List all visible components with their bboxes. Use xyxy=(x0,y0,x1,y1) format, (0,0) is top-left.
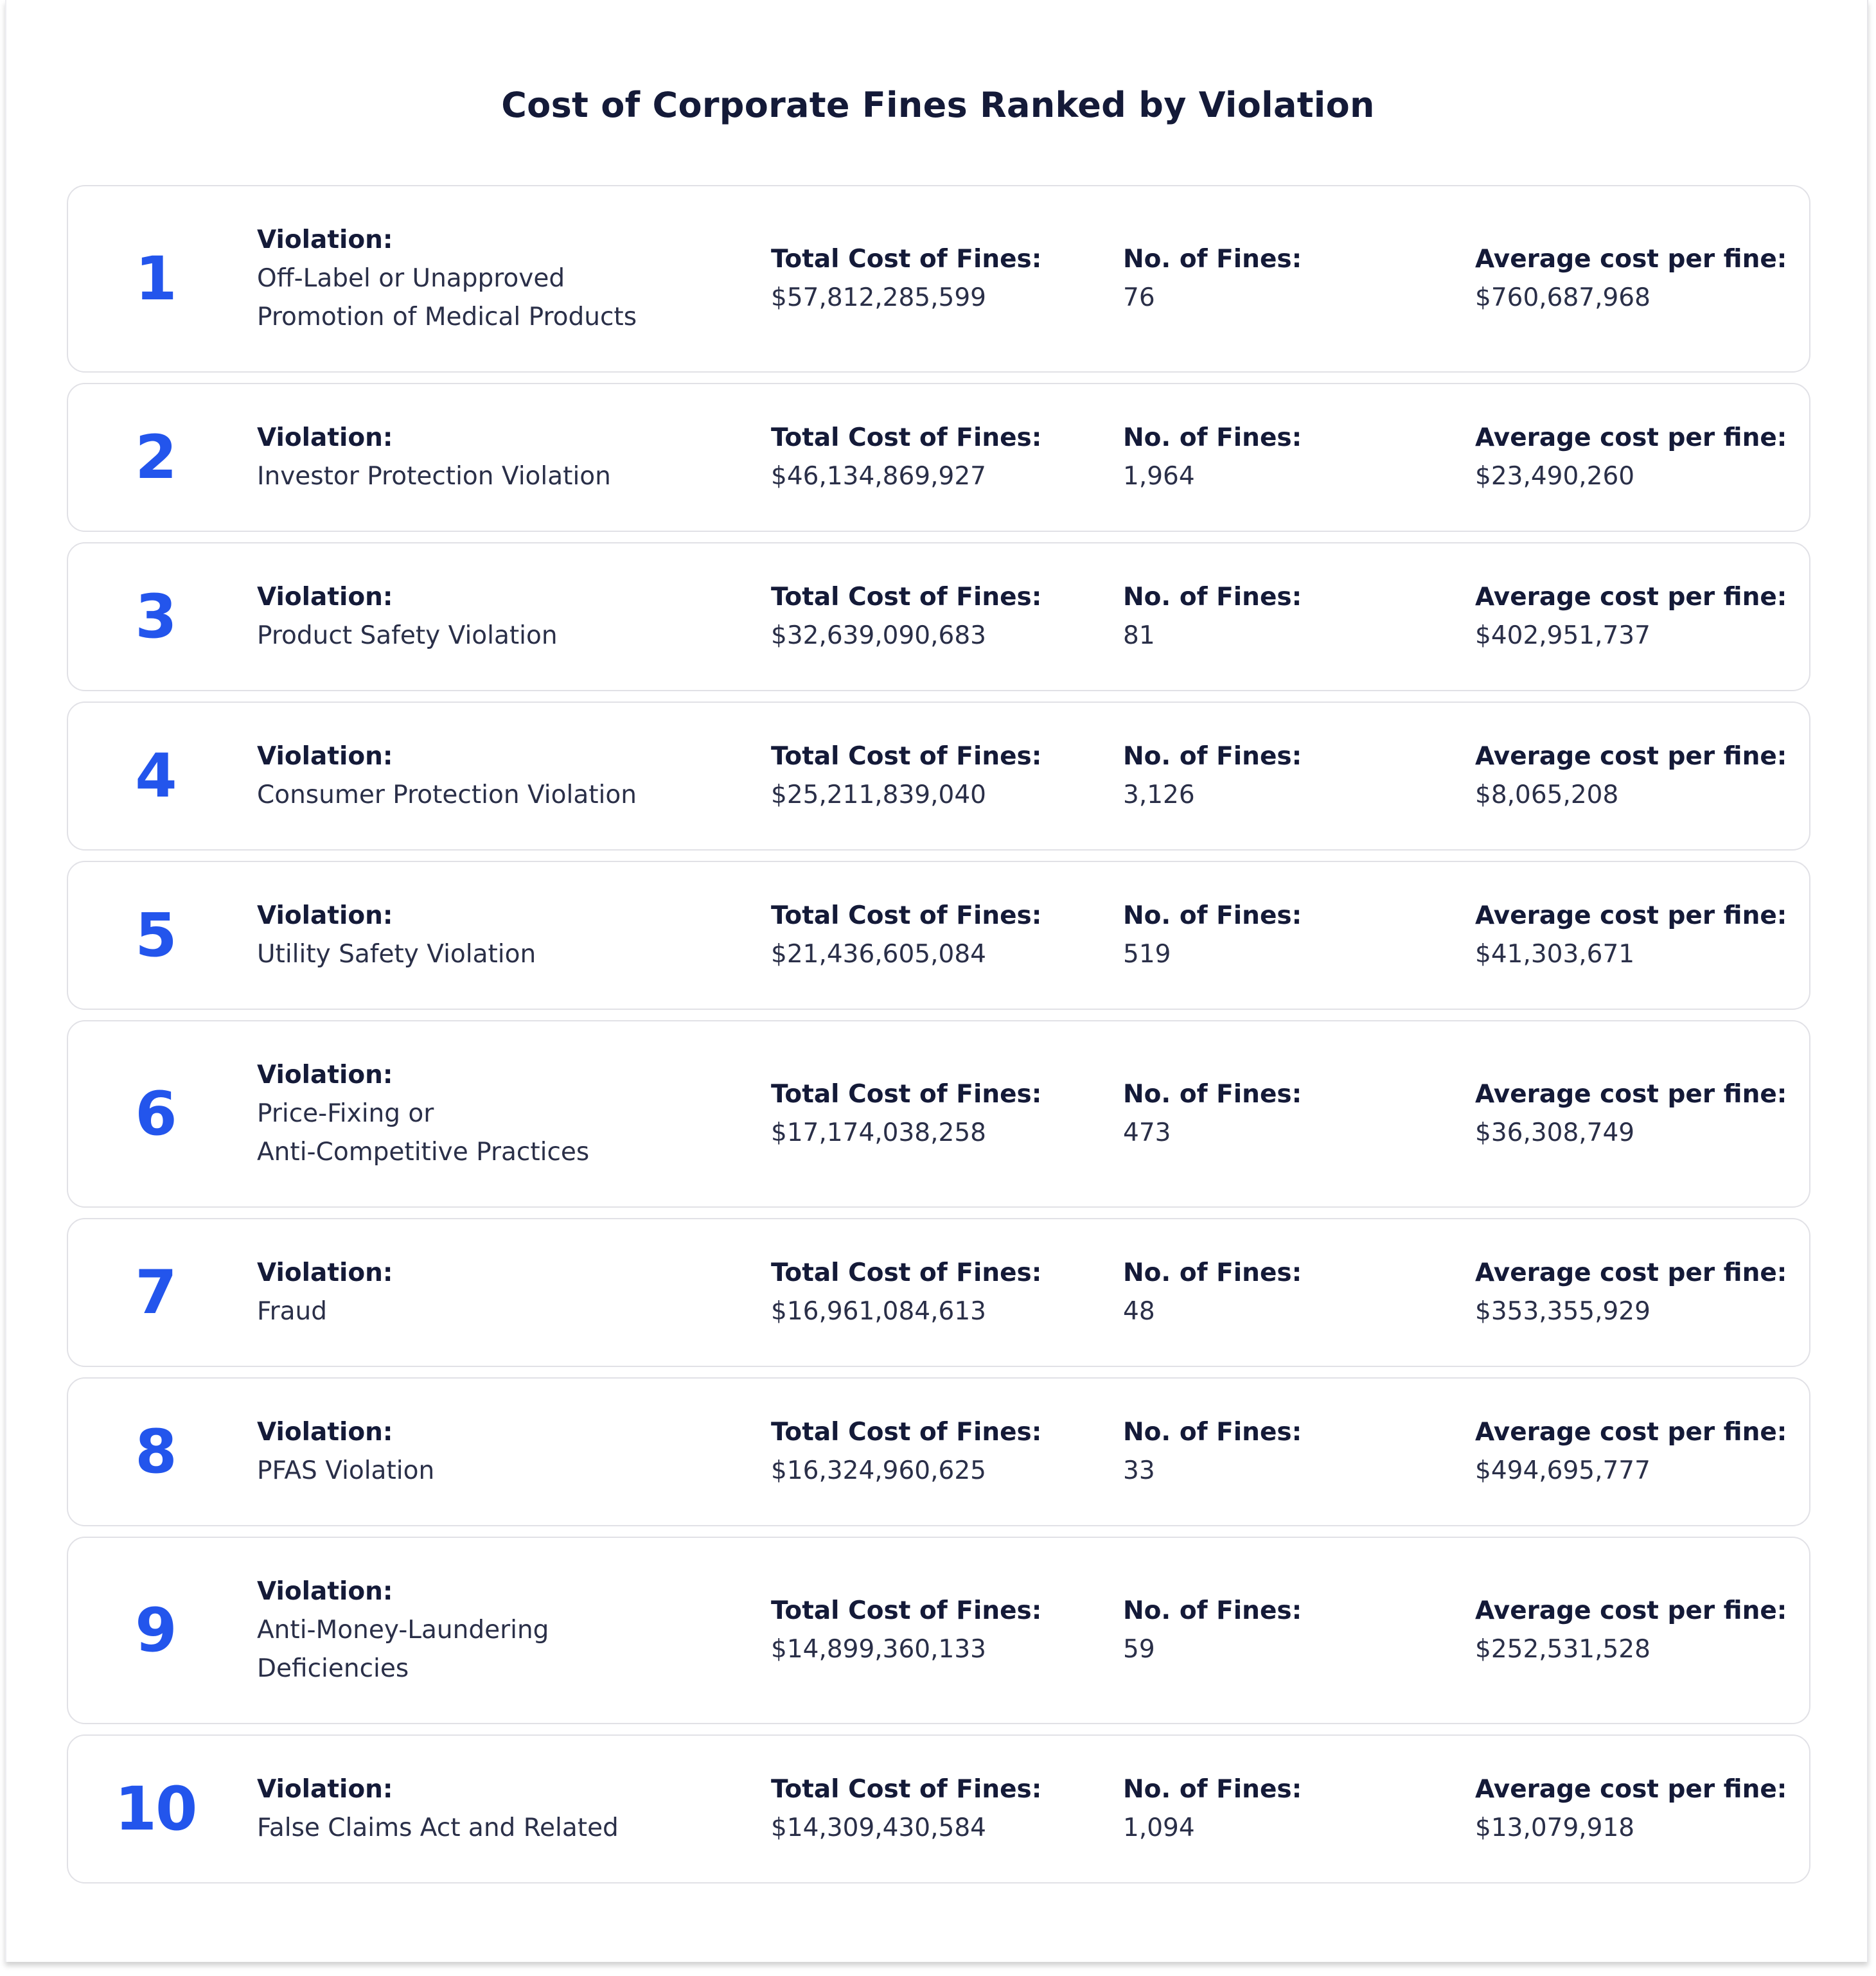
violation-row xyxy=(67,542,1810,691)
average-cost-label: Average cost per fine: xyxy=(1475,1258,1787,1287)
average-cost-column xyxy=(1475,543,1796,690)
violation-column xyxy=(257,1219,745,1366)
violation-row xyxy=(67,1218,1810,1367)
total-cost-value: $14,309,430,584 xyxy=(771,1813,986,1842)
average-cost-label: Average cost per fine: xyxy=(1475,1080,1787,1109)
total-cost-label: Total Cost of Fines: xyxy=(771,1775,1042,1804)
violation-row xyxy=(67,383,1810,532)
fine-count-label: No. of Fines: xyxy=(1123,1418,1302,1447)
average-cost-label: Average cost per fine: xyxy=(1475,1418,1787,1447)
violation-name: Off-Label or Unapproved xyxy=(257,264,565,293)
fine-count-column xyxy=(1123,1021,1444,1206)
violation-label: Violation: xyxy=(257,1577,393,1606)
violation-name: Utility Safety Violation xyxy=(257,940,536,969)
fine-count-column xyxy=(1123,1379,1444,1525)
average-cost-column xyxy=(1475,862,1796,1009)
rank-number: 10 xyxy=(114,1774,197,1844)
total-cost-column xyxy=(771,384,1105,531)
violation-column xyxy=(257,1736,745,1882)
fine-count-value: 59 xyxy=(1123,1635,1155,1664)
page-title: Cost of Corporate Fines Ranked by Violation xyxy=(501,85,1375,125)
violation-row xyxy=(67,861,1810,1010)
average-cost-label: Average cost per fine: xyxy=(1475,423,1787,452)
total-cost-label: Total Cost of Fines: xyxy=(771,423,1042,452)
violation-row xyxy=(67,1377,1810,1526)
total-cost-column xyxy=(771,1538,1105,1723)
violation-row xyxy=(67,185,1810,373)
violation-label: Violation: xyxy=(257,225,393,254)
fine-count-label: No. of Fines: xyxy=(1123,1596,1302,1625)
violation-label: Violation: xyxy=(257,742,393,771)
fine-count-label: No. of Fines: xyxy=(1123,423,1302,452)
average-cost-label: Average cost per fine: xyxy=(1475,901,1787,930)
average-cost-value: $41,303,671 xyxy=(1475,940,1635,969)
average-cost-column xyxy=(1475,703,1796,849)
total-cost-value: $57,812,285,599 xyxy=(771,283,986,312)
violation-label: Violation: xyxy=(257,1775,393,1804)
violation-row xyxy=(67,1734,1810,1883)
total-cost-column xyxy=(771,862,1105,1009)
total-cost-label: Total Cost of Fines: xyxy=(771,1080,1042,1109)
average-cost-column xyxy=(1475,384,1796,531)
fine-count-value: 81 xyxy=(1123,621,1155,650)
violation-name: Anti-Money-Laundering xyxy=(257,1616,549,1645)
fine-count-value: 1,094 xyxy=(1123,1813,1195,1842)
fine-count-column xyxy=(1123,384,1444,531)
total-cost-value: $32,639,090,683 xyxy=(771,621,986,650)
rank-number: 9 xyxy=(135,1595,176,1666)
fine-count-label: No. of Fines: xyxy=(1123,1258,1302,1287)
violation-name: Fraud xyxy=(257,1297,328,1326)
average-cost-value: $13,079,918 xyxy=(1475,1813,1635,1842)
total-cost-label: Total Cost of Fines: xyxy=(771,1418,1042,1447)
fine-count-column xyxy=(1123,1736,1444,1882)
fine-count-column xyxy=(1123,703,1444,849)
average-cost-column xyxy=(1475,1538,1796,1723)
fine-count-column xyxy=(1123,1538,1444,1723)
average-cost-value: $402,951,737 xyxy=(1475,621,1650,650)
violation-row xyxy=(67,1020,1810,1208)
total-cost-label: Total Cost of Fines: xyxy=(771,583,1042,612)
fine-count-label: No. of Fines: xyxy=(1123,583,1302,612)
rank-number: 1 xyxy=(135,243,176,314)
total-cost-value: $17,174,038,258 xyxy=(771,1118,986,1147)
total-cost-column xyxy=(771,1219,1105,1366)
rank-number: 4 xyxy=(135,741,176,811)
total-cost-label: Total Cost of Fines: xyxy=(771,245,1042,274)
fine-count-column xyxy=(1123,543,1444,690)
rank-number: 7 xyxy=(135,1257,176,1328)
violation-name: Anti-Competitive Practices xyxy=(257,1138,590,1167)
total-cost-column xyxy=(771,186,1105,371)
average-cost-value: $494,695,777 xyxy=(1475,1456,1650,1485)
violation-column xyxy=(257,1379,745,1525)
total-cost-column xyxy=(771,1021,1105,1206)
violation-column xyxy=(257,703,745,849)
violation-row xyxy=(67,701,1810,851)
violation-column xyxy=(257,543,745,690)
violation-name: Consumer Protection Violation xyxy=(257,781,637,809)
total-cost-label: Total Cost of Fines: xyxy=(771,1258,1042,1287)
violation-label: Violation: xyxy=(257,1061,393,1089)
fine-count-value: 519 xyxy=(1123,940,1171,969)
violation-name: PFAS Violation xyxy=(257,1456,435,1485)
violation-name: Investor Protection Violation xyxy=(257,462,611,491)
average-cost-column xyxy=(1475,1736,1796,1882)
average-cost-column xyxy=(1475,186,1796,371)
average-cost-label: Average cost per fine: xyxy=(1475,1775,1787,1804)
violation-column xyxy=(257,384,745,531)
fine-count-label: No. of Fines: xyxy=(1123,742,1302,771)
fine-count-column xyxy=(1123,186,1444,371)
total-cost-value: $25,211,839,040 xyxy=(771,781,986,809)
fine-count-value: 48 xyxy=(1123,1297,1155,1326)
violation-name: Promotion of Medical Products xyxy=(257,303,637,331)
average-cost-label: Average cost per fine: xyxy=(1475,742,1787,771)
average-cost-value: $36,308,749 xyxy=(1475,1118,1635,1147)
violation-column xyxy=(257,1021,745,1206)
violation-name: Price-Fixing or xyxy=(257,1099,434,1128)
fine-count-label: No. of Fines: xyxy=(1123,901,1302,930)
average-cost-value: $353,355,929 xyxy=(1475,1297,1650,1326)
violation-row xyxy=(67,1537,1810,1724)
rank-number: 8 xyxy=(135,1416,176,1487)
violation-label: Violation: xyxy=(257,583,393,612)
violation-name: Deficiencies xyxy=(257,1654,409,1683)
average-cost-column xyxy=(1475,1021,1796,1206)
violation-label: Violation: xyxy=(257,1258,393,1287)
total-cost-label: Total Cost of Fines: xyxy=(771,742,1042,771)
violation-name: Product Safety Violation xyxy=(257,621,558,650)
average-cost-column xyxy=(1475,1219,1796,1366)
average-cost-label: Average cost per fine: xyxy=(1475,1596,1787,1625)
rank-number: 6 xyxy=(135,1079,176,1149)
fine-count-value: 76 xyxy=(1123,283,1155,312)
rank-number: 5 xyxy=(135,900,176,971)
violation-label: Violation: xyxy=(257,1418,393,1447)
total-cost-column xyxy=(771,543,1105,690)
total-cost-value: $21,436,605,084 xyxy=(771,940,986,969)
total-cost-value: $16,324,960,625 xyxy=(771,1456,986,1485)
violation-label: Violation: xyxy=(257,901,393,930)
fine-count-value: 473 xyxy=(1123,1118,1171,1147)
fine-count-value: 1,964 xyxy=(1123,462,1195,491)
average-cost-value: $8,065,208 xyxy=(1475,781,1619,809)
total-cost-column xyxy=(771,703,1105,849)
fine-count-label: No. of Fines: xyxy=(1123,1775,1302,1804)
fine-count-value: 3,126 xyxy=(1123,781,1195,809)
fine-count-column xyxy=(1123,862,1444,1009)
rank-number: 3 xyxy=(135,581,176,652)
total-cost-column xyxy=(771,1379,1105,1525)
average-cost-value: $252,531,528 xyxy=(1475,1635,1650,1664)
rank-number: 2 xyxy=(135,422,176,493)
violation-column xyxy=(257,1538,745,1723)
total-cost-label: Total Cost of Fines: xyxy=(771,1596,1042,1625)
total-cost-value: $14,899,360,133 xyxy=(771,1635,986,1664)
total-cost-column xyxy=(771,1736,1105,1882)
fine-count-value: 33 xyxy=(1123,1456,1155,1485)
total-cost-value: $46,134,869,927 xyxy=(771,462,986,491)
violation-label: Violation: xyxy=(257,423,393,452)
total-cost-value: $16,961,084,613 xyxy=(771,1297,986,1326)
violation-column xyxy=(257,186,745,371)
violation-name: False Claims Act and Related xyxy=(257,1813,619,1842)
average-cost-column xyxy=(1475,1379,1796,1525)
fine-count-column xyxy=(1123,1219,1444,1366)
fine-count-label: No. of Fines: xyxy=(1123,245,1302,274)
fine-count-label: No. of Fines: xyxy=(1123,1080,1302,1109)
violation-column xyxy=(257,862,745,1009)
average-cost-value: $760,687,968 xyxy=(1475,283,1650,312)
total-cost-label: Total Cost of Fines: xyxy=(771,901,1042,930)
average-cost-value: $23,490,260 xyxy=(1475,462,1635,491)
average-cost-label: Average cost per fine: xyxy=(1475,583,1787,612)
average-cost-label: Average cost per fine: xyxy=(1475,245,1787,274)
